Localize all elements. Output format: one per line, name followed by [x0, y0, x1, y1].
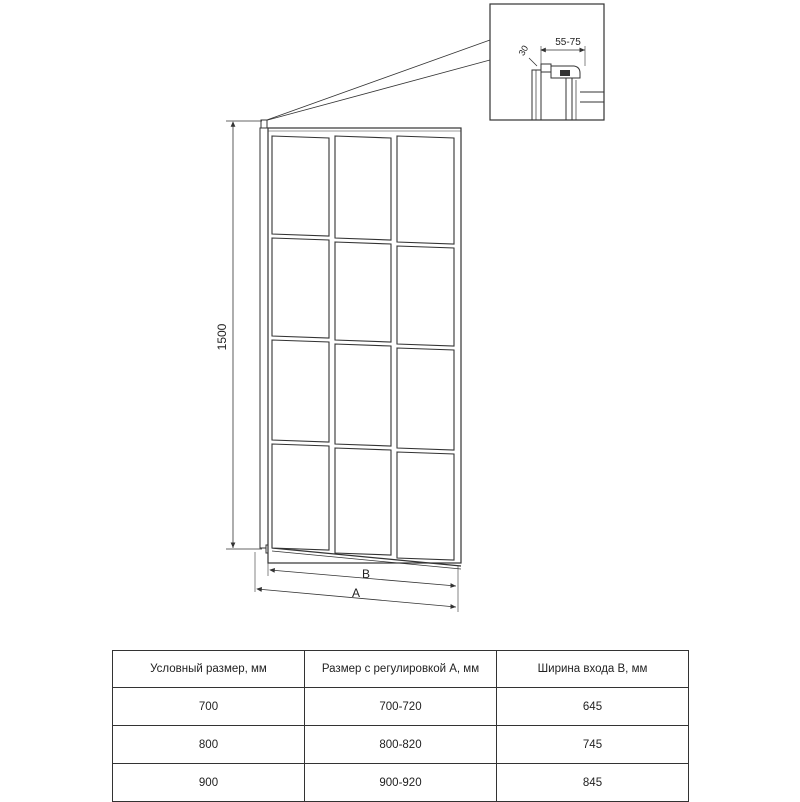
glass-pane	[335, 136, 391, 240]
glass-pane	[397, 452, 454, 560]
cell-width-b: 845	[497, 764, 689, 802]
label-a: A	[351, 586, 361, 600]
detail-range-label: 55-75	[555, 37, 581, 48]
glass-pane	[335, 448, 391, 555]
cell-width-b: 645	[497, 688, 689, 726]
size-spec-table	[112, 650, 689, 802]
glass-pane	[397, 246, 454, 346]
cell-range-a: 900-920	[305, 764, 497, 802]
glass-pane	[335, 344, 391, 446]
table-header-row	[113, 651, 689, 688]
glass-pane	[272, 238, 329, 338]
glass-pane	[335, 242, 391, 342]
detail-callout-lines	[264, 40, 490, 121]
header-nominal-size: Условный размер, мм	[113, 651, 305, 688]
table-row	[113, 764, 689, 802]
label-b: B	[361, 567, 371, 581]
glass-pane	[397, 136, 454, 244]
glass-pane	[272, 340, 329, 442]
height-label: 1500	[215, 323, 229, 351]
table-row	[113, 688, 689, 726]
table-row	[113, 726, 689, 764]
cell-width-b: 745	[497, 726, 689, 764]
height-dimension	[215, 121, 262, 549]
header-adjusted-size-a: Размер с регулировкой А, мм	[305, 651, 497, 688]
cell-range-a: 800-820	[305, 726, 497, 764]
cell-nominal: 900	[113, 764, 305, 802]
detail-30-label: 30	[516, 43, 531, 58]
glass-pane	[397, 348, 454, 450]
cell-nominal: 700	[113, 688, 305, 726]
header-entry-width-b: Ширина входа В, мм	[497, 651, 689, 688]
cell-range-a: 700-720	[305, 688, 497, 726]
cell-nominal: 800	[113, 726, 305, 764]
glass-pane	[272, 444, 329, 550]
detail-inset	[490, 4, 604, 120]
glass-pane	[272, 136, 329, 236]
